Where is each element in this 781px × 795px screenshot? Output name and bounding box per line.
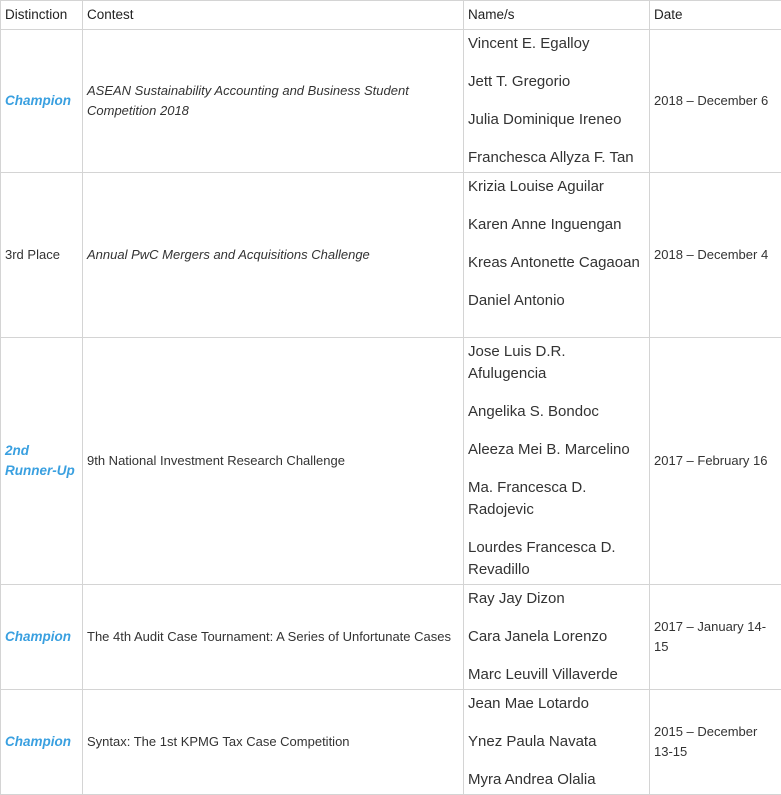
contest-cell: Annual PwC Mergers and Acquisitions Challenge (83, 173, 464, 338)
table-row (1, 585, 781, 690)
participant-name: Aleeza Mei B. Marcelino (468, 441, 630, 458)
participant-name: Lourdes Francesca D. Revadillo (468, 539, 616, 578)
distinction-cell: 2nd Runner-Up (1, 338, 83, 585)
participant-name: Ma. Francesca D. Radojevic (468, 479, 587, 518)
participant-name: Cara Janela Lorenzo (468, 628, 608, 645)
header-contest: Contest (83, 1, 464, 30)
participant-name: Franchesca Allyza F. Tan (468, 149, 634, 166)
contest-cell: Syntax: The 1st KPMG Tax Case Competition (83, 690, 464, 795)
date-cell: 2015 – December 13-15 (650, 690, 781, 795)
participant-name: Myra Andrea Olalia (468, 771, 596, 788)
distinction-cell: 3rd Place (1, 173, 83, 338)
contest-cell: The 4th Audit Case Tournament: A Series of Unfortunate Cases (83, 585, 464, 690)
participant-name: Marc Leuvill Villaverde (468, 666, 618, 683)
participant-name: Julia Dominique Ireneo (468, 111, 622, 128)
distinction-cell: Champion (1, 690, 83, 795)
participant-name: Ynez Paula Navata (468, 733, 597, 750)
header-names: Name/s (464, 1, 650, 30)
distinction-cell: Champion (1, 30, 83, 173)
names-cell (464, 338, 650, 585)
table-row (1, 30, 781, 173)
participant-name: Daniel Antonio (468, 292, 565, 309)
table-row (1, 173, 781, 338)
participant-name: Vincent E. Egalloy (468, 35, 590, 52)
header-date: Date (650, 1, 781, 30)
participant-name: Angelika S. Bondoc (468, 403, 599, 420)
date-cell: 2017 – January 14-15 (650, 585, 781, 690)
contest-cell: 9th National Investment Research Challenge (83, 338, 464, 585)
participant-name: Kreas Antonette Cagaoan (468, 254, 640, 271)
date-cell: 2018 – December 6 (650, 30, 781, 173)
participant-name: Krizia Louise Aguilar (468, 178, 604, 195)
participant-name: Jett T. Gregorio (468, 73, 571, 90)
names-cell (464, 30, 650, 173)
date-cell: 2017 – February 16 (650, 338, 781, 585)
table-row (1, 690, 781, 795)
participant-name: Ray Jay Dizon (468, 590, 565, 607)
contest-cell: ASEAN Sustainability Accounting and Business Student Competition 2018 (83, 30, 464, 173)
names-cell (464, 173, 650, 338)
names-cell (464, 690, 650, 795)
distinction-cell: Champion (1, 585, 83, 690)
participant-name: Jean Mae Lotardo (468, 695, 589, 712)
participant-name: Jose Luis D.R. Afulugencia (468, 343, 566, 382)
header-distinction: Distinction (1, 1, 83, 30)
participant-name: Karen Anne Inguengan (468, 216, 622, 233)
names-cell (464, 585, 650, 690)
table-header-row (1, 1, 781, 30)
date-cell: 2018 – December 4 (650, 173, 781, 338)
table-row (1, 338, 781, 585)
